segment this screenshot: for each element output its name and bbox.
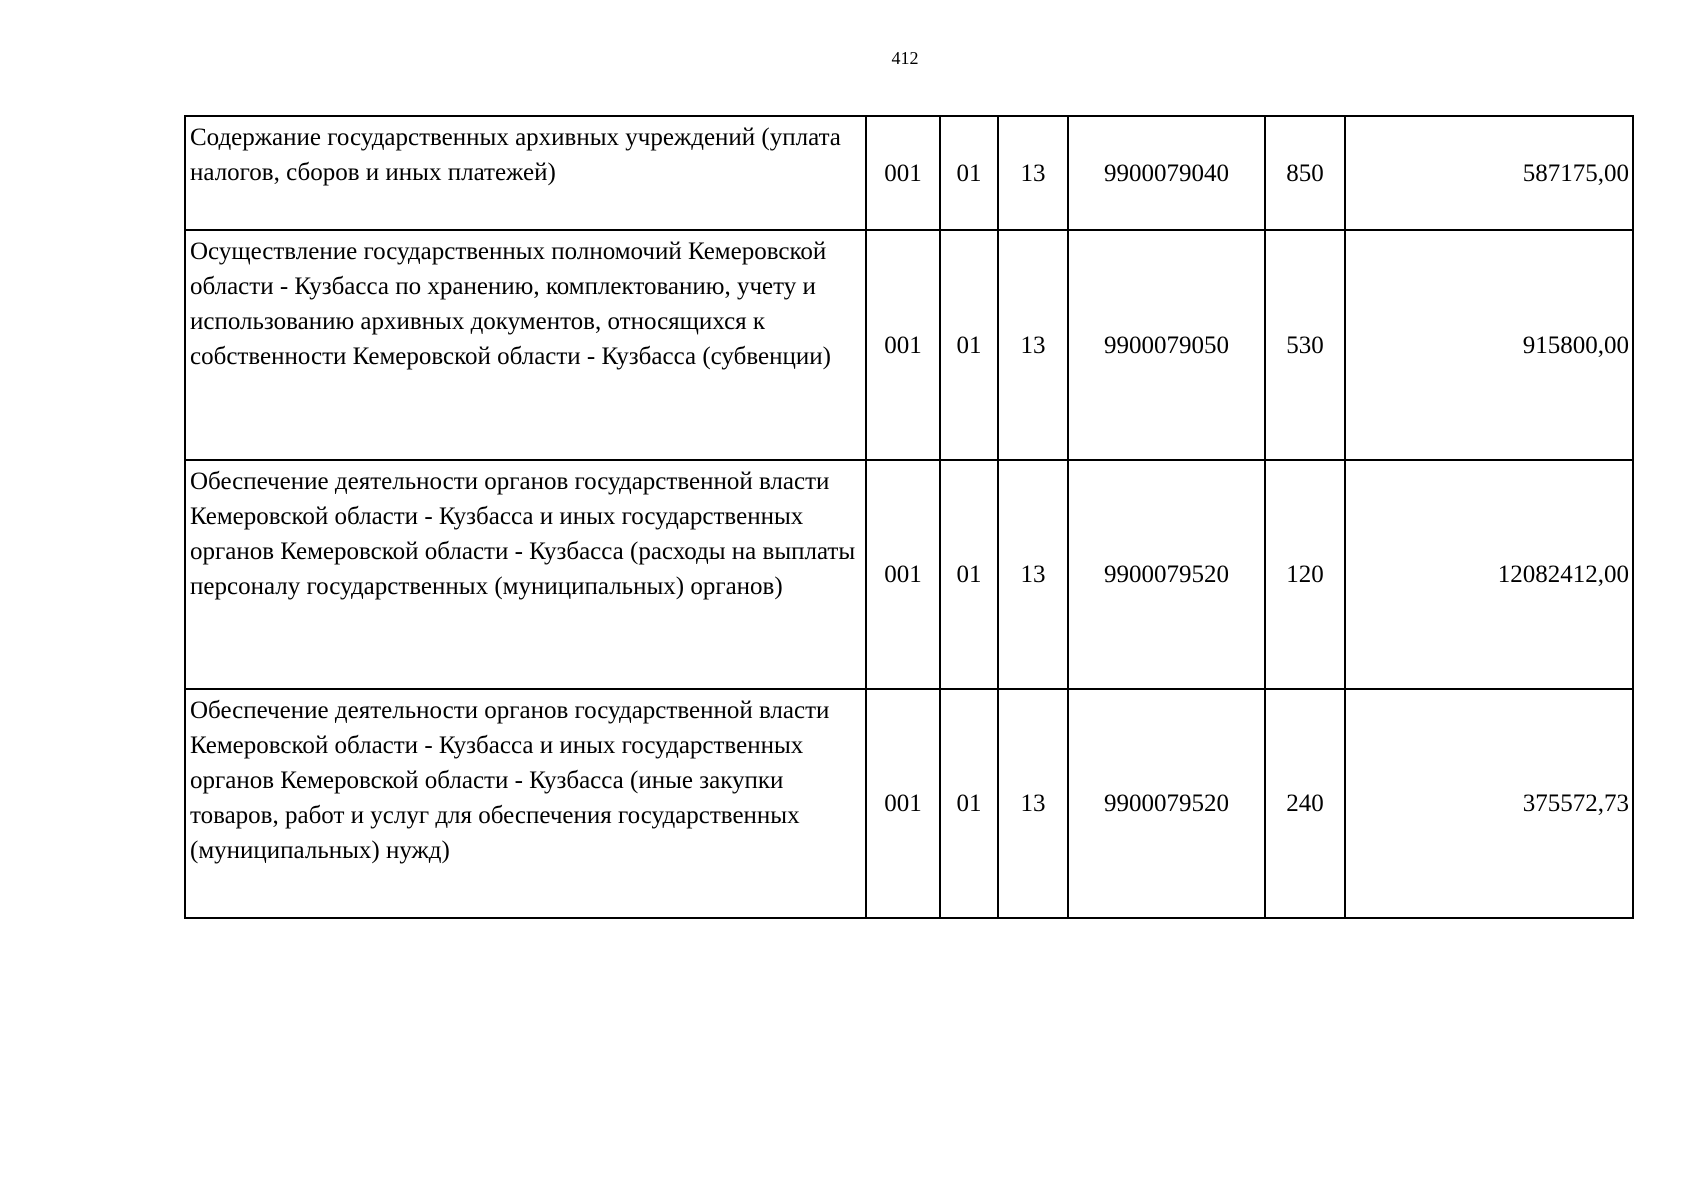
amount-value: 12082412,00 — [1345, 460, 1633, 689]
row-description: Содержание государственных архивных учреждений (уплата налогов, сборов и иных платежей) — [185, 116, 866, 230]
table-row — [185, 689, 1633, 918]
subsection-code: 13 — [998, 460, 1068, 689]
row-description: Осуществление государственных полномочий Кемеровской области - Кузбасса по хранению, комплектованию, учету и использованию архивных документов, относящихся к собственности Кемеровской области - Кузбасса (субвенции) — [185, 230, 866, 460]
ministry-code: 001 — [866, 460, 940, 689]
target-article-code: 9900079520 — [1068, 460, 1265, 689]
target-article-code: 9900079050 — [1068, 230, 1265, 460]
subsection-code: 13 — [998, 230, 1068, 460]
ministry-code: 001 — [866, 116, 940, 230]
target-article-code: 9900079040 — [1068, 116, 1265, 230]
subsection-code: 13 — [998, 116, 1068, 230]
expense-type-code: 530 — [1265, 230, 1345, 460]
section-code: 01 — [940, 116, 998, 230]
ministry-code: 001 — [866, 689, 940, 918]
ministry-code: 001 — [866, 230, 940, 460]
section-code: 01 — [940, 230, 998, 460]
amount-value: 587175,00 — [1345, 116, 1633, 230]
row-description: Обеспечение деятельности органов государственной власти Кемеровской области - Кузбасса и иных государственных органов Кемеровской области - Кузбасса (иные закупки товаров, работ и услуг для обеспечения государственных (муниципальных) нужд) — [185, 689, 866, 918]
amount-value: 375572,73 — [1345, 689, 1633, 918]
table-row — [185, 460, 1633, 689]
row-description: Обеспечение деятельности органов государственной власти Кемеровской области - Кузбасса и иных государственных органов Кемеровской области - Кузбасса (расходы на выплаты персоналу государственных (муниципальных) органов) — [185, 460, 866, 689]
expense-type-code: 850 — [1265, 116, 1345, 230]
section-code: 01 — [940, 689, 998, 918]
section-code: 01 — [940, 460, 998, 689]
expense-type-code: 120 — [1265, 460, 1345, 689]
table-row — [185, 230, 1633, 460]
table-row — [185, 116, 1633, 230]
subsection-code: 13 — [998, 689, 1068, 918]
amount-value: 915800,00 — [1345, 230, 1633, 460]
page-number: 412 — [891, 48, 919, 68]
target-article-code: 9900079520 — [1068, 689, 1265, 918]
budget-table — [184, 115, 1634, 919]
expense-type-code: 240 — [1265, 689, 1345, 918]
